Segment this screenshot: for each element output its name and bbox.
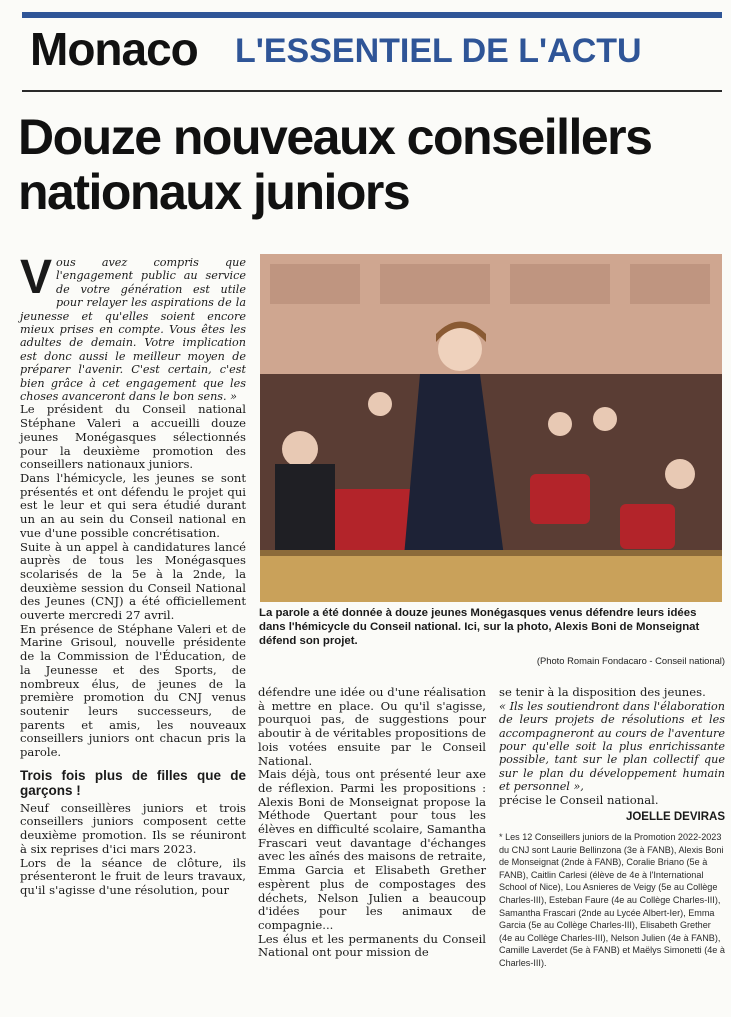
photo-illustration bbox=[260, 254, 722, 602]
article-headline bbox=[18, 110, 718, 220]
column-1 bbox=[20, 251, 246, 898]
photo-credit: (Photo Romain Fondacaro - Conseil national) bbox=[536, 655, 725, 666]
photo-caption: La parole a été donnée à douze jeunes Monégasques venus défendre leurs idées dans l'hémicycle du Conseil national. Ici, sur la photo, Alexis Boni de Monseignat défend son projet. bbox=[259, 607, 700, 648]
section-kicker: L'ESSENTIEL DE L'ACTU bbox=[235, 32, 642, 70]
paragraph: Le président du Conseil national Stéphane Valeri a accueilli douze jeunes Monégasques sélectionnés pour la deuxième promotion des conseillers nationaux juniors. bbox=[20, 402, 246, 472]
page-header bbox=[30, 22, 720, 82]
paragraph: Mais déjà, tous ont présenté leur axe de réflexion. Parmi les propositions : Alexis Boni de Monseignat propose la Méthode Quertant pour tous les élèves en difficulté scolaire, Samantha Frascari veut davantage d'échanges avec les aînés des maisons de retraite, Emma Garcia et Elisabeth Grether espèrent plus de compostages des déchets, Nelson Julien a beaucoup d'idées pour les animaux de compagnie... bbox=[258, 767, 486, 932]
subheading: Trois fois plus de filles que de garçons ! bbox=[20, 767, 246, 798]
top-color-bar bbox=[22, 12, 722, 18]
paragraph: Dans l'hémicycle, les jeunes se sont présentés et ont défendu le projet qui est le leur et qui sera étudié durant un an au sein du Conseil national en vue d'une possible concrétisation. bbox=[20, 470, 246, 540]
paragraph: Suite à un appel à candidatures lancé auprès de tous les Monégasques scolarisés de la 5e à la 2nde, la deuxième session du Conseil National des Jeunes (CNJ) a été officiellement ouverte mercredi 27 avril. bbox=[20, 539, 246, 623]
headline-line-2: nationaux juniors bbox=[18, 164, 410, 220]
quote-paragraph: « Ils les soutiendront dans l'élaboration de leurs projets de résolutions et les accompagneront au cours de l'aventure pour qu'elle soit la plus enrichissante possible, tant sur le plan collectif que sur le plan du développement humain et personnel », bbox=[499, 699, 725, 794]
paragraph: se tenir à la disposition des jeunes. bbox=[499, 685, 706, 699]
drop-cap: V bbox=[20, 251, 53, 304]
paragraph: défendre une idée ou d'une réalisation à mettre en place. Ou qu'il s'agisse, pourquoi pas, de suggestions pour aboutir à de véritables propositions de lois votées ensuite par le Conseil National. bbox=[258, 685, 486, 768]
headline-line-1: Douze nouveaux conseillers bbox=[18, 109, 652, 165]
intro-text: ous avez compris que l'engagement public au service de votre génération est utile pour relayer les aspirations de la jeunesse et qu'elles soient encore mieux prises en compte. Vous êtes les adultes de demain. Votre implication est donc aussi le meilleur moyen de préparer l'avenir. C'est certain, c'est bien grâce à cet engagement que les choses avanceront dans le bon sens. » bbox=[20, 256, 246, 404]
paragraph: Neuf conseillères juniors et trois conseillers juniors composent cette deuxième promotion. Ils se réuniront à six reprises d'ici mars 2023. bbox=[20, 800, 246, 856]
paragraph: Lors de la séance de clôture, ils présenteront le fruit de leurs travaux, qu'il s'agisse d'une résolution, pour bbox=[20, 855, 246, 897]
paragraph: En présence de Stéphane Valeri et de Marine Grisoul, nouvelle présidente de la Commission de l'Éducation, de la Jeunesse et des Sports, de nombreux élus, de jeunes de la première promotion du CNJ venus soutenir leurs successeurs, de parents et amis, les nouveaux conseillers juniors ont chacun pris la parole. bbox=[20, 621, 246, 760]
intro-quote bbox=[20, 251, 246, 404]
section-title: Monaco bbox=[30, 23, 198, 75]
column-3 bbox=[499, 686, 725, 969]
paragraph: Les élus et les permanents du Conseil National ont pour mission de bbox=[258, 931, 486, 960]
paragraph: précise le Conseil national. bbox=[499, 792, 659, 807]
author-signature: JOELLE DEVIRAS bbox=[625, 811, 725, 824]
header-rule bbox=[22, 90, 722, 92]
article-photo bbox=[260, 254, 722, 602]
footnote: * Les 12 Conseillers juniors de la Promotion 2022-2023 du CNJ sont Laurie Bellinzona (3e à FANB), Alexis Boni de Monseignat (2nde à FANB), Coralie Briano (5e à FANB), Caitlin Carlesi (élève de 4e à l'International School of Nice), Lou Asnieres de Veigy (5e au Collège Charles-III), Esteban Faure (4e au Collège Charles-III), Samantha Frascari (2nde au Lycée Albert-Ier), Emma Garcia (5e au Collège Charles-III), Elisabeth Grether (4e au Collège Charles-III), Nelson Julien (4e à FANB), Camille Laverdet (5e à FANB) et Maëlys Simonetti (4e à Charles-III). bbox=[499, 831, 725, 968]
column-2 bbox=[258, 686, 486, 960]
